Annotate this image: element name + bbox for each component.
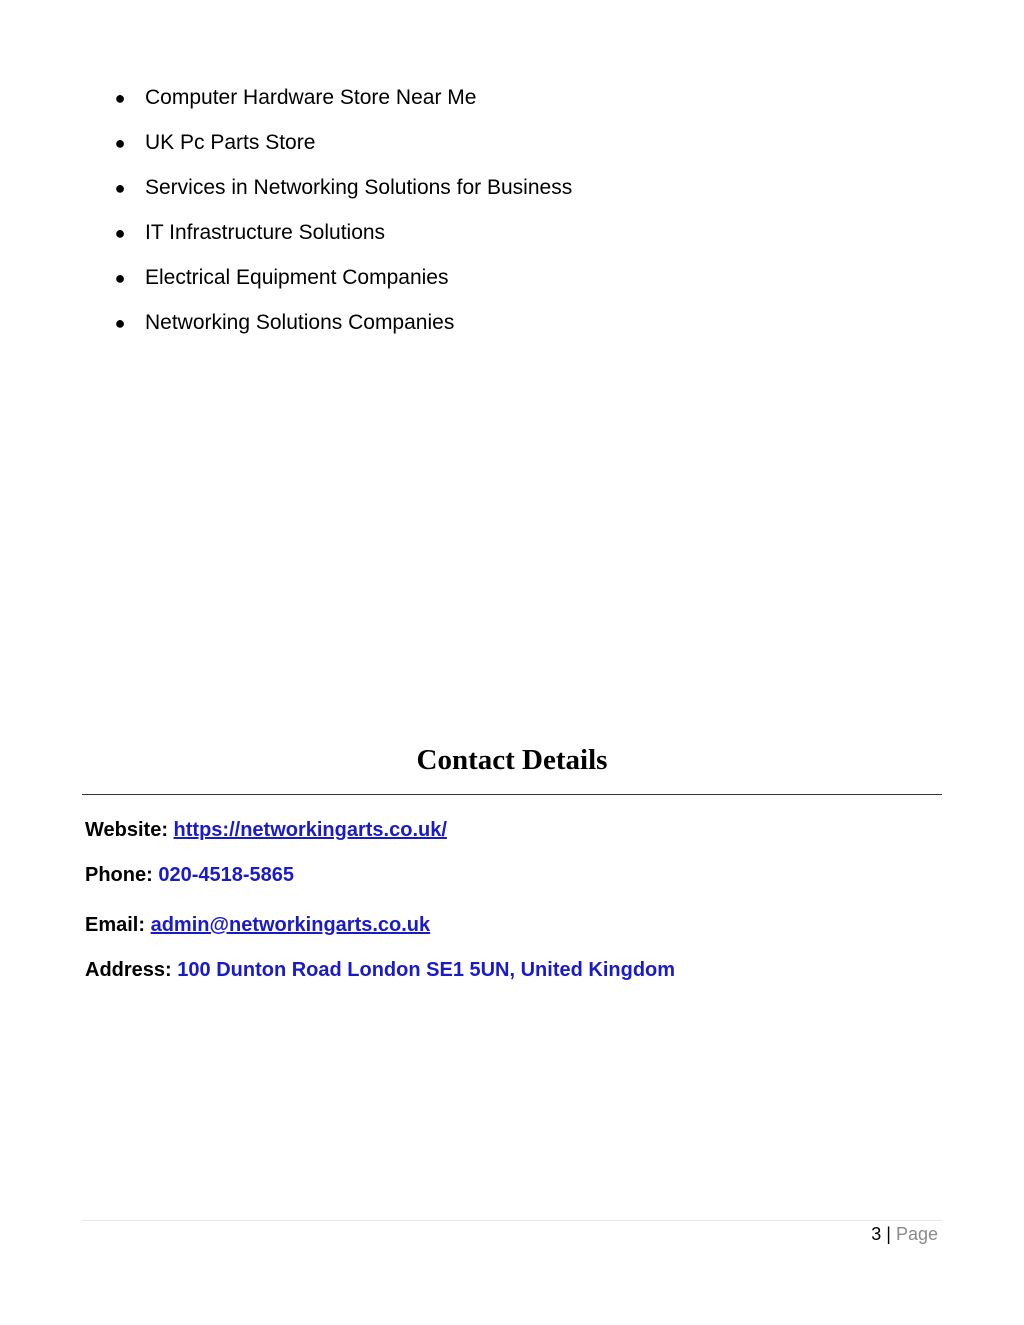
page-footer — [871, 1222, 938, 1246]
bullet-icon: ● — [114, 313, 126, 333]
address-label: Address: — [85, 959, 172, 981]
page-separator: | — [886, 1224, 891, 1244]
website-label: Website: — [85, 819, 168, 841]
email-label: Email: — [85, 914, 146, 936]
address-value: 100 Dunton Road London SE1 5UN, United Kingdom — [177, 959, 676, 981]
list-item-text: Electrical Equipment Companies — [145, 266, 449, 289]
footer-divider — [82, 1220, 942, 1221]
list-item-text: IT Infrastructure Solutions — [145, 221, 386, 244]
phone-value: 020-4518-5865 — [158, 864, 295, 886]
email-line — [85, 911, 430, 939]
list-item-text: Networking Solutions Companies — [145, 311, 455, 334]
website-line — [85, 816, 447, 844]
bullet-icon: ● — [114, 178, 126, 198]
page-number: 3 — [871, 1224, 882, 1244]
heading-divider — [82, 794, 942, 795]
bullet-icon: ● — [114, 223, 126, 243]
list-item-text: Computer Hardware Store Near Me — [145, 86, 477, 109]
list-item-text: Services in Networking Solutions for Business — [145, 176, 573, 199]
bullet-icon: ● — [114, 268, 126, 288]
list-item-text: UK Pc Parts Store — [145, 131, 316, 154]
address-line — [85, 956, 675, 984]
phone-label: Phone: — [85, 864, 153, 886]
email-link[interactable]: admin@networkingarts.co.uk — [150, 914, 431, 936]
phone-line — [85, 861, 294, 889]
contact-heading: Contact Details — [416, 744, 608, 776]
bullet-icon: ● — [114, 133, 126, 153]
page-label: Page — [895, 1224, 938, 1244]
bullet-icon: ● — [114, 88, 126, 108]
website-link[interactable]: https://networkingarts.co.uk/ — [173, 819, 447, 841]
